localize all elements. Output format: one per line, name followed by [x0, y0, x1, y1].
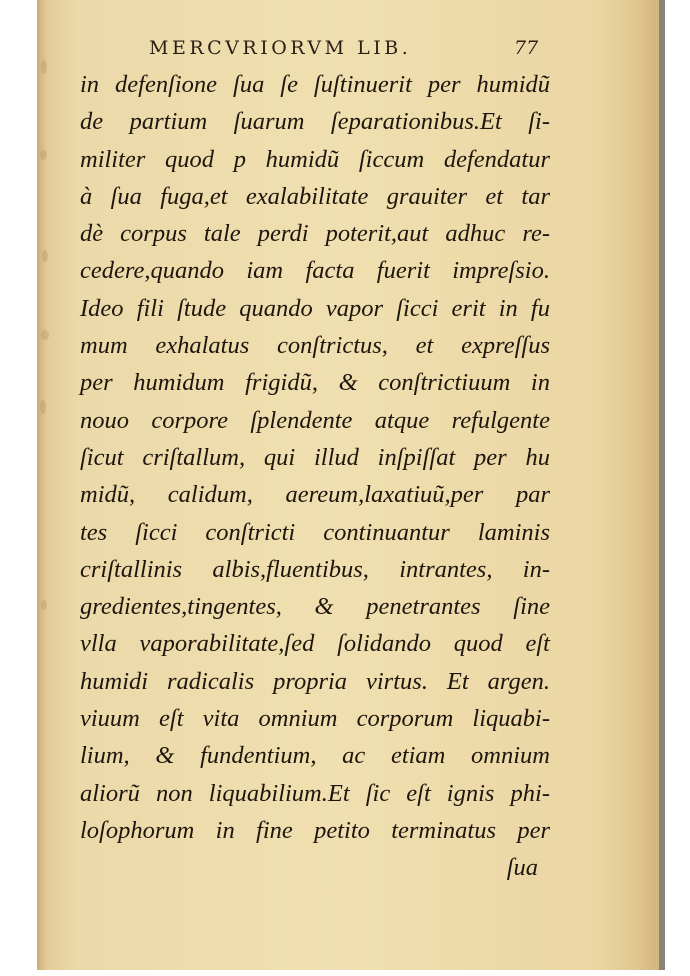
text-line: ſicut criſtallum, qui illud inſpiſſat per hu: [80, 443, 550, 471]
paper-stain: [41, 330, 49, 340]
text-line: mum exhalatus conſtrictus, et expreſſus: [80, 332, 550, 360]
text-line: vlla vaporabilitate,ſed ſolidando quod eſt: [80, 630, 550, 658]
text-line: loſophorum in fine petito terminatus per: [80, 816, 550, 844]
text-line: militer quod p humidũ ſiccum defendatur: [80, 145, 550, 173]
text-line: à ſua fuga,et exalabilitate grauiter et tar: [80, 182, 550, 210]
running-head: MERCVRIORVM LIB.: [149, 37, 412, 59]
text-line: de partium ſuarum ſeparationibus.Et ſi-: [80, 108, 550, 136]
text-line: cedere,quando iam facta fuerit impreſsio.: [80, 257, 550, 285]
paper-stain: [41, 600, 47, 610]
page-number: 77: [514, 37, 539, 59]
text-line: viuum eſt vita omnium corporum liquabi-: [80, 705, 550, 733]
text-line: Ideo fili ſtude quando vapor ſicci erit in fu: [80, 294, 550, 322]
text-line: criſtallinis albis,fluentibus, intrantes, in-: [80, 555, 550, 583]
text-line: dè corpus tale perdi poterit,aut adhuc re-: [80, 220, 550, 248]
text-line: humidi radicalis propria virtus. Et argen.: [80, 667, 550, 695]
text-line: nouo corpore ſplendente atque refulgente: [80, 406, 550, 434]
body-text: [80, 66, 550, 887]
text-line: lium, & fundentium, ac etiam omnium: [80, 742, 550, 770]
text-line: gredientes,tingentes, & penetrantes ſine: [80, 593, 550, 621]
paper-stain: [40, 150, 47, 160]
text-line: per humidum frigidũ, & conſtrictiuum in: [80, 369, 550, 397]
book-page: [37, 0, 665, 970]
text-line: tes ſicci conſtricti continuantur laminis: [80, 518, 550, 546]
text-line: aliorũ non liquabilium.Et ſic eſt ignis phi-: [80, 779, 550, 807]
paper-stain: [42, 250, 48, 262]
text-line: midũ, calidum, aereum,laxatiuũ,per par: [80, 481, 550, 509]
paper-stain: [40, 400, 46, 414]
catchword: ſua: [506, 854, 538, 882]
page-header: [37, 37, 665, 67]
text-line: in defenſione ſua ſe ſuſtinuerit per humidũ: [80, 71, 550, 98]
